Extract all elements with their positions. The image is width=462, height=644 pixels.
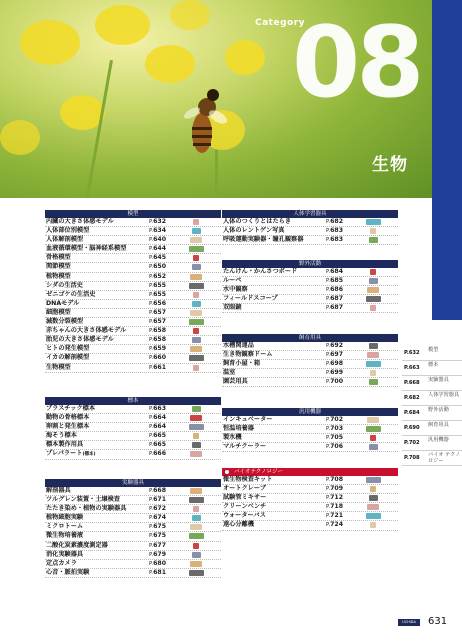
item-page-ref[interactable]: P.665 [149,432,167,440]
item-page-ref[interactable]: P.674 [149,514,167,522]
item-thumbnail [362,435,384,441]
item-thumbnail [185,255,207,261]
item-thumbnail [362,296,384,302]
index-row[interactable] [222,369,398,378]
section-heading [222,468,398,476]
item-name: 赤ちゃんの大きさ体感モデル [46,327,127,335]
item-page-ref[interactable]: P.664 [149,423,167,431]
item-page-ref[interactable]: P.708 [326,476,344,483]
page-number: 631 [428,616,448,627]
item-page-ref[interactable]: P.658 [149,327,167,335]
item-name: ツルグレン装置・土壌検査 [46,496,120,504]
section-3 [222,210,398,245]
item-thumbnail [185,552,207,558]
section-title: 人体学習器具 [293,211,327,217]
item-page-ref[interactable]: P.657 [149,318,167,326]
item-page-ref[interactable]: P.663 [149,405,167,412]
item-thumbnail [185,561,207,567]
item-thumbnail [362,444,384,450]
item-thumbnail [362,305,384,311]
item-thumbnail [185,274,207,280]
item-thumbnail [185,442,207,448]
index-row[interactable] [45,218,221,227]
index-row[interactable] [222,476,398,485]
item-page-ref[interactable]: P.705 [326,434,344,442]
item-name: 遠心分離機 [223,521,254,529]
side-index-page: P.663 [404,365,420,371]
item-thumbnail [362,477,384,483]
section-title: 飼育用具 [298,335,321,341]
item-thumbnail [185,415,207,421]
index-row[interactable] [45,505,221,514]
side-index-page: P.682 [404,395,420,401]
item-page-ref[interactable]: P.697 [326,351,344,359]
item-thumbnail [185,292,207,298]
item-thumbnail [185,406,207,412]
side-index-label: 飼育用具 [428,422,449,428]
section-heading [222,260,398,268]
item-name: ヒトの発生模型 [46,345,90,353]
index-row[interactable] [45,263,221,272]
item-name: 二酸化炭素濃度測定器 [46,541,108,549]
item-name: 血液循環模型・脳神経系模型 [46,245,127,253]
item-thumbnail [185,365,207,371]
item-name: 園芸用具 [223,378,248,386]
side-index-item[interactable] [402,391,462,406]
category-label: Category [255,18,306,28]
item-thumbnail [185,319,207,325]
item-page-ref[interactable]: P.721 [326,512,344,520]
index-row[interactable] [45,309,221,318]
section-heading [222,408,398,416]
section-title: 野外活動 [298,261,321,267]
item-thumbnail [362,237,384,243]
item-page-ref[interactable]: P.668 [149,487,167,494]
item-thumbnail [362,278,384,284]
item-name: 恒温培養器 [223,425,254,433]
item-name: 人体部位別模型 [46,227,90,235]
item-page-ref[interactable]: P.671 [149,496,167,504]
item-name: 定点カメラ [46,559,77,567]
side-index-label: 野外活動 [428,407,449,413]
item-name: 減数分裂模型 [46,318,84,326]
item-page-ref[interactable]: P.664 [149,414,167,422]
item-name: マルチクーラー [223,443,267,451]
index-row[interactable] [45,487,221,496]
item-thumbnail [362,379,384,385]
item-name: 骨格模型 [46,254,71,262]
item-thumbnail [362,352,384,358]
side-index-page: P.708 [404,455,420,461]
item-name: 胎児の大きさ体感モデル [46,336,114,344]
item-thumbnail [185,515,207,521]
item-page-ref[interactable]: P.687 [326,295,344,303]
item-name: 内臓の大きさ体感モデル [46,218,114,225]
item-page-ref[interactable]: P.644 [149,245,167,253]
item-thumbnail [185,533,207,539]
item-name: ゼニゴケの生活史 [46,290,96,298]
item-page-ref[interactable]: P.634 [149,227,167,235]
item-thumbnail [185,488,207,494]
item-name: 双眼鏡 [223,304,242,312]
item-page-ref[interactable]: P.659 [149,345,167,353]
item-name: シダの生活史 [46,281,83,289]
item-page-ref[interactable]: P.652 [149,272,167,280]
item-page-ref[interactable]: P.698 [326,360,344,368]
index-row[interactable] [45,227,221,236]
item-thumbnail [362,219,384,225]
item-page-ref[interactable]: P.645 [149,254,167,262]
index-row[interactable] [222,521,398,530]
side-index-label: 標本 [428,362,439,368]
side-index-item[interactable] [402,361,462,376]
item-page-ref[interactable]: P.682 [326,218,344,225]
item-page-ref[interactable]: P.650 [149,263,167,271]
item-page-ref[interactable]: P.681 [149,568,167,576]
item-page-ref[interactable]: P.640 [149,236,167,244]
item-thumbnail [362,486,384,492]
index-row[interactable] [45,514,221,523]
item-page-ref[interactable]: P.718 [326,503,344,511]
item-thumbnail [362,343,384,349]
item-thumbnail [185,337,207,343]
item-thumbnail [185,283,207,289]
item-name: プレパラート(標本) [46,450,96,458]
index-row[interactable] [45,254,221,263]
bee-illustration [180,85,230,160]
index-row[interactable] [222,416,398,425]
index-row[interactable] [45,432,221,441]
item-thumbnail [185,228,207,234]
item-name: 動物の骨格標本 [46,414,90,422]
index-row[interactable] [222,360,398,369]
item-name: たたき染め・植物の実験器具 [46,505,127,513]
index-row[interactable] [222,295,398,304]
section-title: 模型 [127,211,139,217]
side-index-label: 汎用機器 [428,437,449,443]
item-page-ref[interactable]: P.675 [149,523,167,531]
side-index-item[interactable] [402,346,462,361]
item-thumbnail [185,506,207,512]
index-row[interactable] [45,300,221,309]
index-row[interactable] [222,443,398,452]
index-row[interactable] [45,318,221,327]
side-index-label: 模型 [428,347,439,353]
section-heading [45,479,221,487]
item-page-ref[interactable]: P.699 [326,369,344,377]
section-1 [45,397,221,460]
side-index-page: P.668 [404,380,420,386]
index-row[interactable] [45,542,221,551]
index-row[interactable] [222,342,398,351]
index-row[interactable] [222,485,398,494]
section-heading [222,210,398,218]
item-thumbnail [362,522,384,528]
index-row[interactable] [45,364,221,373]
item-thumbnail [362,513,384,519]
item-page-ref[interactable]: P.702 [326,416,344,423]
index-row[interactable] [45,236,221,245]
item-thumbnail [362,370,384,376]
index-row[interactable] [45,423,221,432]
item-name: ミクロトーム [46,523,84,531]
item-page-ref[interactable]: P.677 [149,541,167,549]
index-row[interactable] [222,227,398,236]
item-name: 心音・脈拍実験 [46,568,90,576]
item-page-ref[interactable]: P.655 [149,290,167,298]
item-page-ref[interactable]: P.703 [326,425,344,433]
section-title: 標本 [127,398,139,404]
item-name: フィールドスコープ [223,295,278,303]
category-title: 生物 [372,155,408,175]
item-name: DNAモデル [46,299,80,307]
item-page-ref[interactable]: P.632 [149,218,167,225]
item-thumbnail [362,228,384,234]
item-name-suffix: (標本) [82,452,96,458]
item-name: たんけん・かんさつボード [223,268,298,275]
index-row[interactable] [45,450,221,459]
item-thumbnail [185,328,207,334]
index-row[interactable] [45,282,221,291]
section-2 [45,479,221,578]
item-name: 微生物検査キット [223,476,273,483]
item-name: 人体のレントゲン写真 [223,227,285,235]
item-name: イカの解剖模型 [46,354,90,362]
footer-badge: UCHIDA [398,619,420,626]
item-name: 卵割と発生標本 [46,423,90,431]
index-row[interactable] [45,532,221,541]
section-6 [222,408,398,452]
side-index-item[interactable] [402,406,462,421]
side-index-item[interactable] [402,421,462,436]
item-page-ref[interactable]: P.709 [326,485,344,493]
item-name: 水中観察 [223,286,248,294]
item-thumbnail [185,301,207,307]
item-name: プラスチック標本 [46,405,96,412]
item-thumbnail [185,264,207,270]
section-title: バイオテクノロジー [234,469,284,475]
item-page-ref[interactable]: P.658 [149,336,167,344]
item-thumbnail [185,524,207,530]
side-index-item[interactable] [402,436,462,451]
item-name: 微生物培養液 [46,532,84,540]
item-name: 生き物観察ドーム [223,351,273,359]
index-row[interactable] [222,236,398,245]
item-page-ref[interactable]: P.656 [149,299,167,307]
side-index-item[interactable] [402,376,462,391]
item-name: 関節模型 [46,263,71,271]
item-thumbnail [362,269,384,275]
item-name: 人体解剖模型 [46,236,84,244]
item-page-ref[interactable]: P.683 [326,227,344,235]
item-thumbnail [362,504,384,510]
index-row[interactable] [45,560,221,569]
side-index-label: 人体学習器具 [428,392,460,398]
item-name: オートクレーブ [223,485,266,493]
item-thumbnail [185,497,207,503]
index-row[interactable] [222,494,398,503]
item-name: 水槽関連品 [223,342,254,349]
item-thumbnail [185,219,207,225]
side-index-page: P.690 [404,425,420,431]
item-page-ref[interactable]: P.680 [149,559,167,567]
section-title: 汎用機器 [298,409,321,415]
index-row[interactable] [45,354,221,363]
index-row[interactable] [222,425,398,434]
item-name: 植物模型 [46,272,71,280]
item-page-ref[interactable]: P.661 [149,363,167,371]
item-name: インキュベーター [223,416,273,423]
index-row[interactable] [45,336,221,345]
item-name: 生物模型 [46,363,71,371]
index-row[interactable] [45,327,221,336]
item-thumbnail [185,424,207,430]
item-page-ref[interactable]: P.660 [149,354,167,362]
item-page-ref[interactable]: P.666 [149,450,167,458]
item-page-ref[interactable]: P.692 [326,342,344,349]
bullet-icon [225,470,229,474]
item-page-ref[interactable]: P.706 [326,443,344,451]
item-thumbnail [185,310,207,316]
item-name: 試験管ミキサー [223,494,267,502]
index-row[interactable] [222,286,398,295]
index-row[interactable] [222,503,398,512]
side-index-item[interactable] [402,451,462,466]
index-row[interactable] [45,496,221,505]
item-name: 飼育小屋・箱 [223,360,261,368]
index-row[interactable] [45,551,221,560]
item-name: ルーペ [223,277,242,285]
item-thumbnail [362,361,384,367]
section-4 [222,260,398,313]
index-row[interactable] [45,414,221,423]
item-page-ref[interactable]: P.683 [326,236,344,244]
side-index-page: P.702 [404,440,420,446]
item-name: 消化実験器具 [46,550,84,558]
section-heading [45,210,221,218]
side-index-page: P.632 [404,350,420,356]
section-7 [222,468,398,531]
item-name: 標本製作用具 [46,441,84,449]
index-row[interactable] [45,273,221,282]
item-thumbnail [185,543,207,549]
index-row[interactable] [222,351,398,360]
item-page-ref[interactable]: P.672 [149,505,167,513]
item-page-ref[interactable]: P.655 [149,281,167,289]
index-row[interactable] [45,291,221,300]
item-thumbnail [185,433,207,439]
item-page-ref[interactable]: P.675 [149,532,167,540]
index-row[interactable] [222,378,398,387]
item-thumbnail [362,426,384,432]
item-page-ref[interactable]: P.657 [149,308,167,316]
index-row[interactable] [45,245,221,254]
item-name: クリーンベンチ [223,503,267,511]
item-thumbnail [362,287,384,293]
index-row[interactable] [222,268,398,277]
item-name: ウォーターバス [223,512,266,520]
item-name: 製氷機 [223,434,242,442]
index-row[interactable] [45,569,221,578]
item-page-ref[interactable]: P.687 [326,304,344,312]
item-page-ref[interactable]: P.685 [326,277,344,285]
index-row[interactable] [222,304,398,313]
item-page-ref[interactable]: P.724 [326,521,344,529]
side-index-label: バイオ テクノロジー [428,452,461,464]
side-index-page: P.684 [404,410,420,416]
item-name: 人体のつくりとはたらき [223,218,292,225]
item-page-ref[interactable]: P.700 [326,378,344,386]
index-row[interactable] [222,434,398,443]
section-0 [45,210,221,373]
index-row[interactable] [45,405,221,414]
item-name: 植物細胞実験 [46,514,84,522]
item-page-ref[interactable]: P.665 [149,441,167,449]
side-index [402,346,462,466]
section-title: 実験器具 [121,480,144,486]
item-thumbnail [185,451,207,457]
item-thumbnail [362,495,384,501]
item-thumbnail [362,417,384,423]
side-index-label: 実験器具 [428,377,449,383]
section-heading [222,334,398,342]
section-5 [222,334,398,387]
item-page-ref[interactable]: P.686 [326,286,344,294]
item-thumbnail [185,355,207,361]
item-name: 海そう標本 [46,432,77,440]
item-page-ref[interactable]: P.679 [149,550,167,558]
item-name: 細胞模型 [46,308,71,316]
index-row[interactable] [222,277,398,286]
section-heading [45,397,221,405]
item-thumbnail [185,346,207,352]
item-page-ref[interactable]: P.712 [326,494,344,502]
item-thumbnail [185,570,207,576]
item-page-ref[interactable]: P.684 [326,268,344,275]
item-thumbnail [185,237,207,243]
index-row[interactable] [222,218,398,227]
category-color-band [432,0,462,320]
item-thumbnail [185,246,207,252]
item-name: 解剖器具 [46,487,71,494]
category-number: 08 [292,6,421,120]
item-name: 呼吸運動実験器・瞳孔観察器 [223,236,304,244]
item-name: 温室 [223,369,236,377]
